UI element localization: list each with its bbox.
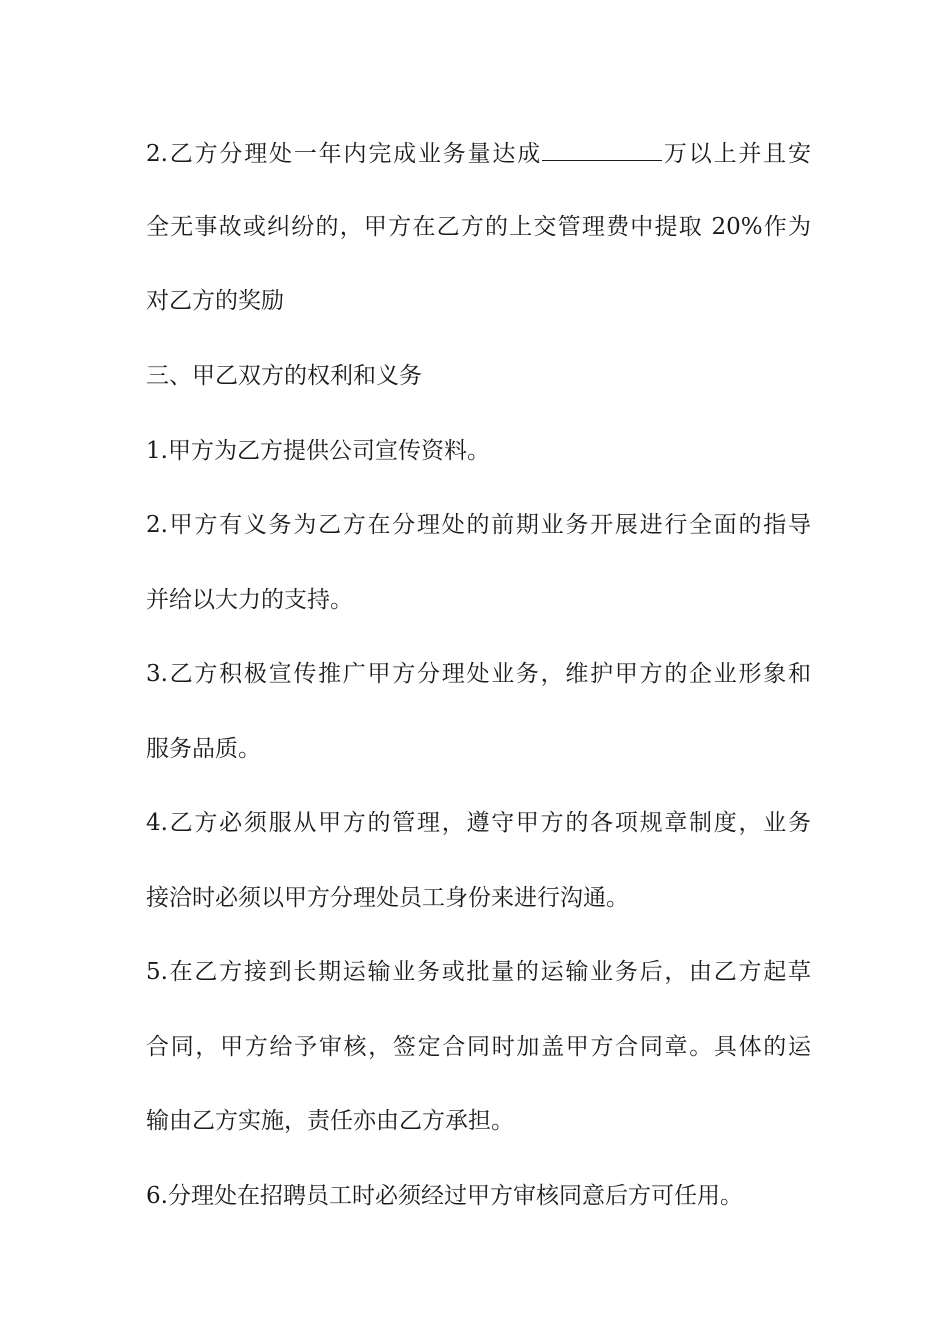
rights-item-3-line-2: 服务品质。 [146, 736, 261, 762]
rights-item-5-line-3: 输由乙方实施，责任亦由乙方承担。 [146, 1108, 514, 1134]
rights-item-2-line-1: 2.甲方有义务为乙方在分理处的前期业务开展进行全面的指导 [146, 512, 811, 538]
clause-2-text-before-blank: 2.乙方分理处一年内完成业务量达成 [146, 141, 543, 167]
rights-item-2-line-2: 并给以大力的支持。 [146, 587, 353, 613]
rights-item-1: 1.甲方为乙方提供公司宣传资料。 [146, 438, 490, 464]
section-3-heading: 三、甲乙双方的权利和义务 [146, 363, 422, 389]
clause-2-reward-line-1 [146, 139, 811, 169]
rights-item-5-line-2: 合同，甲方给予审核，签定合同时加盖甲方合同章。具体的运 [146, 1034, 811, 1060]
rights-item-3-line-1: 3.乙方积极宣传推广甲方分理处业务，维护甲方的企业形象和 [146, 661, 811, 687]
rights-item-4-line-1: 4.乙方必须服从甲方的管理，遵守甲方的各项规章制度，业务 [146, 810, 811, 836]
clause-2-reward-line-2: 全无事故或纠纷的，甲方在乙方的上交管理费中提取 20%作为 [146, 214, 811, 240]
rights-item-4-line-2: 接洽时必须以甲方分理处员工身份来进行沟通。 [146, 885, 629, 911]
amount-blank [542, 140, 662, 161]
rights-item-5-line-1: 5.在乙方接到长期运输业务或批量的运输业务后，由乙方起草 [146, 959, 811, 985]
rights-item-6: 6.分理处在招聘员工时必须经过甲方审核同意后方可任用。 [146, 1183, 743, 1209]
clause-2-text-after-blank: 万以上并且安 [662, 141, 811, 167]
clause-2-reward-line-3: 对乙方的奖励 [146, 288, 284, 314]
